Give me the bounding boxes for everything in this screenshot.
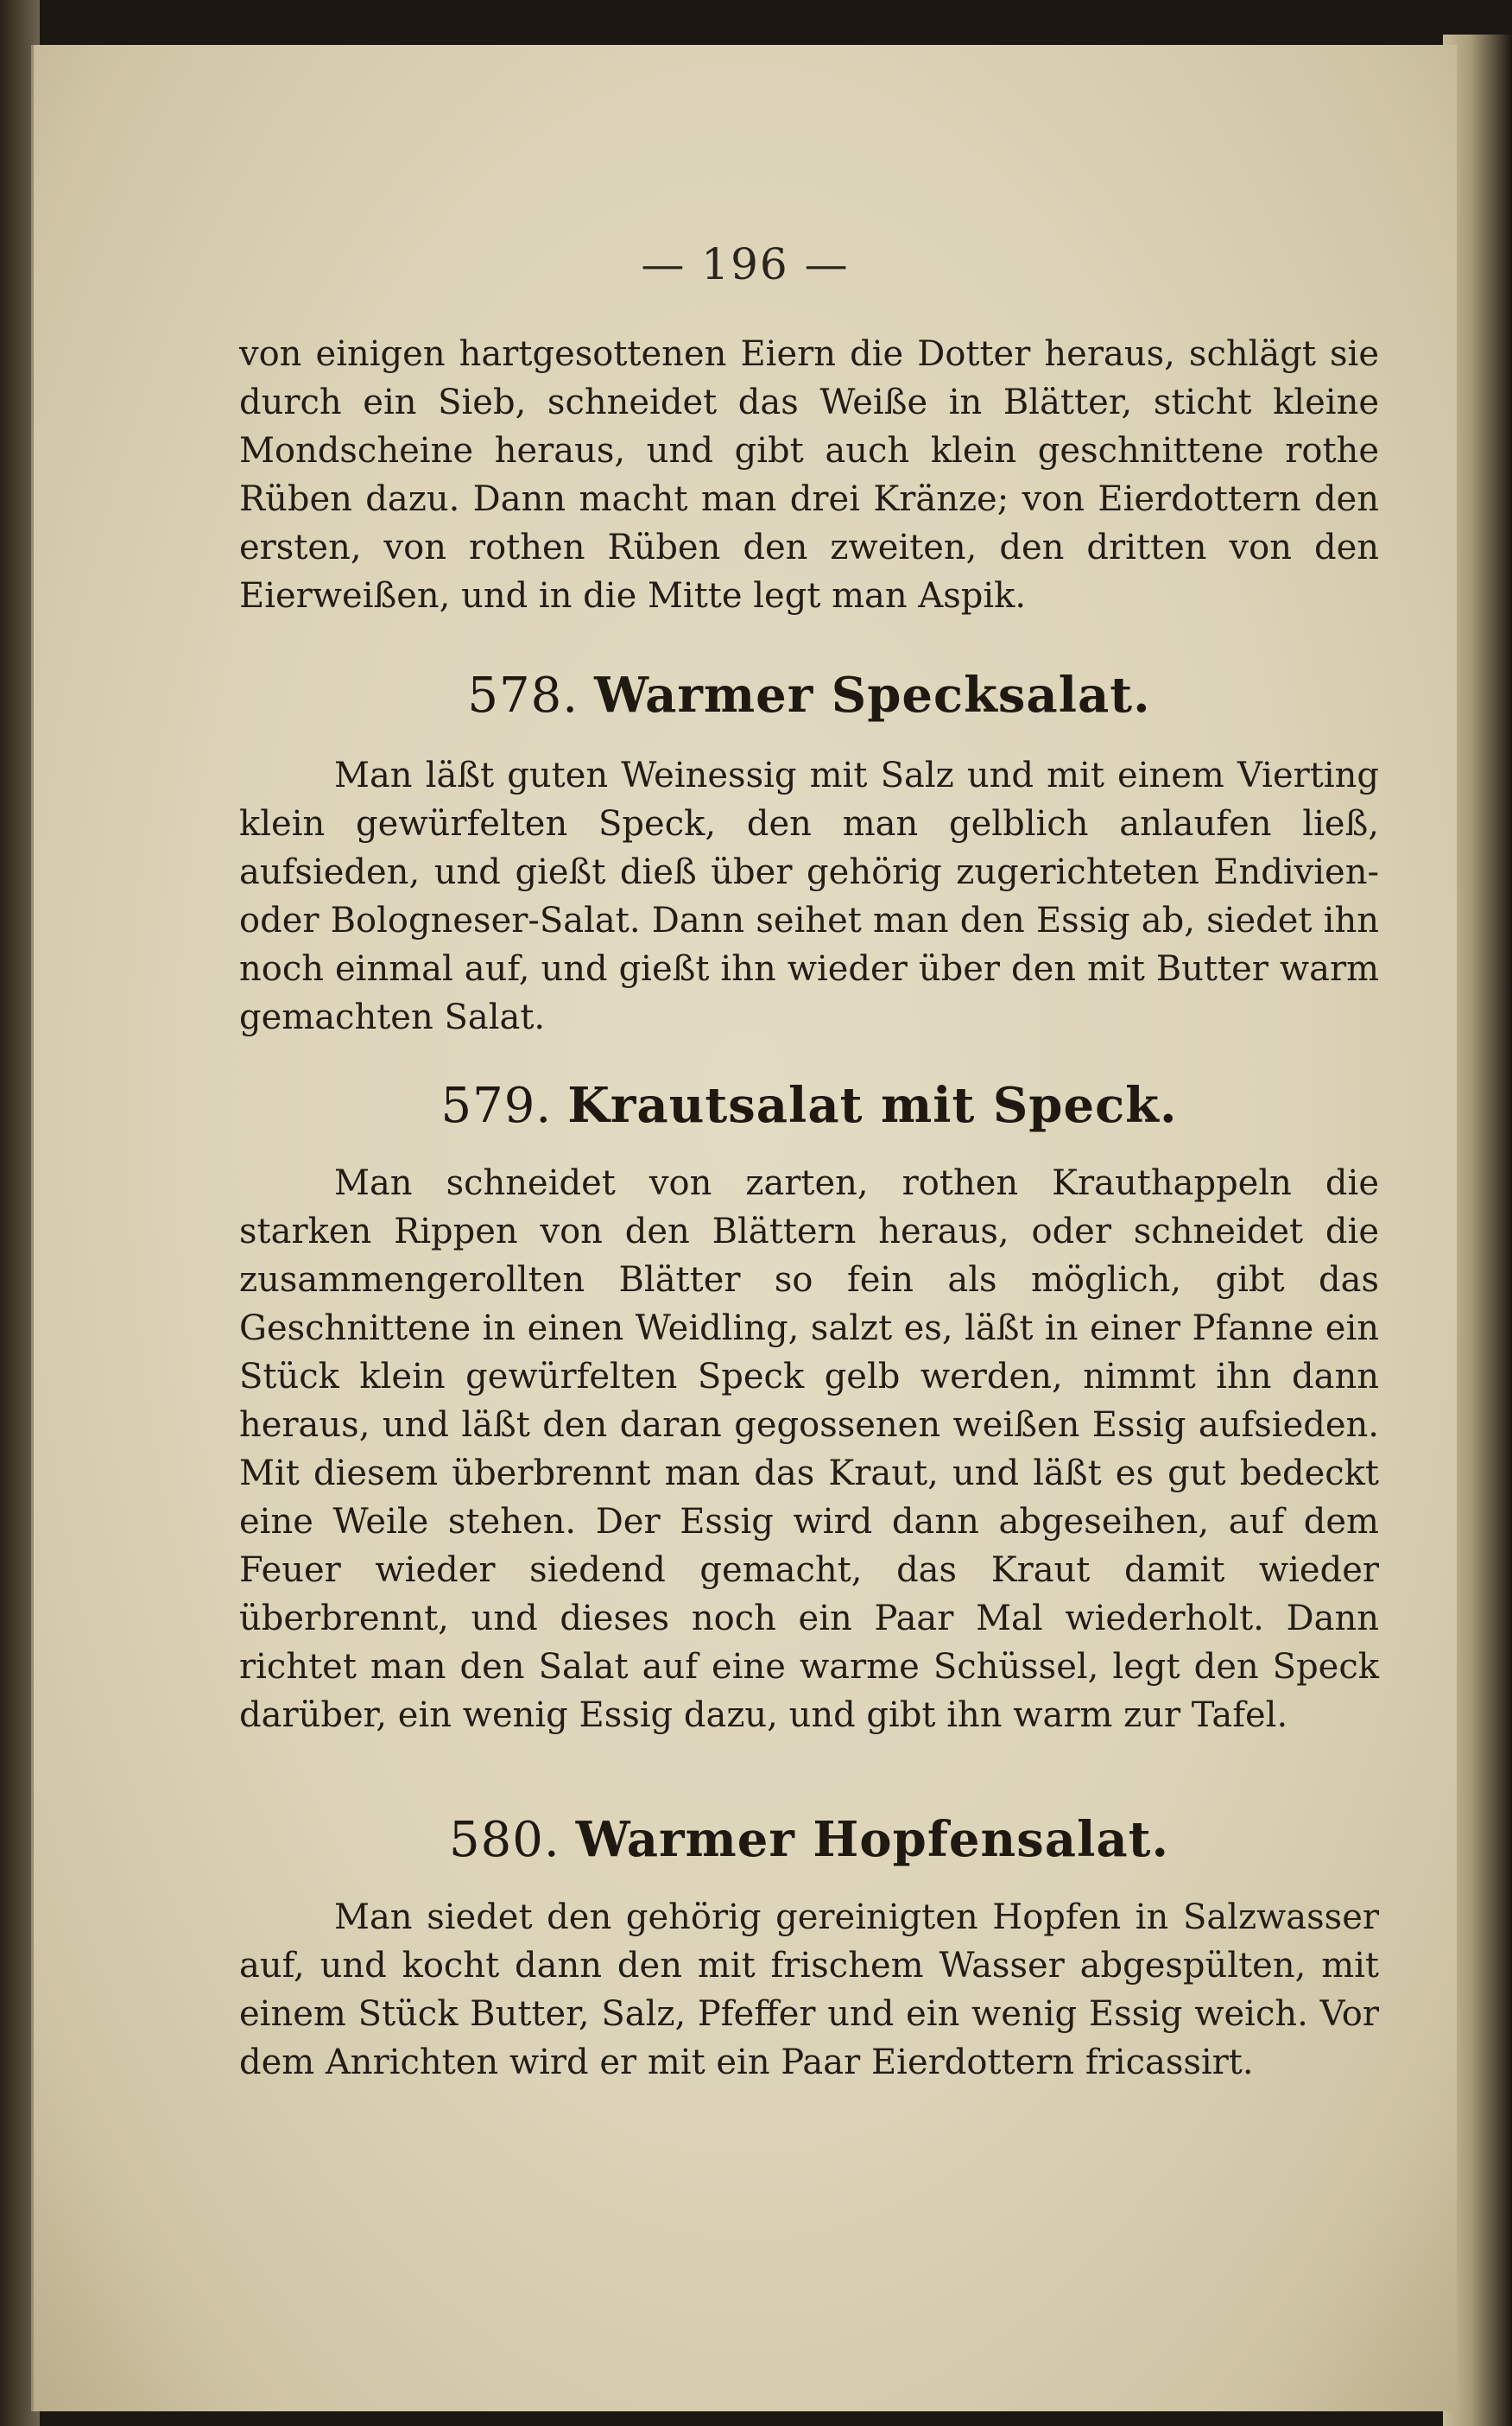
page-number: — 196 — bbox=[641, 239, 850, 289]
recipe-580-number: 580. bbox=[449, 1812, 560, 1868]
recipe-580-heading bbox=[239, 1811, 1379, 1868]
recipe-578-body bbox=[239, 751, 1379, 1042]
recipe-579-number: 579. bbox=[440, 1078, 553, 1134]
recipe-580-text: Man siedet den gehörig gereinigten Hopfen in Salzwasser auf, und kocht dann den mit frischem Wasser abgespülten, mit einem Stück Butter, Salz, Pfeffer und ein wenig Essig weich. Vor dem Anrichten wird er mit ein Paar Eierdottern fricassirt. bbox=[239, 1897, 1379, 2082]
recipe-579-title: Krautsalat mit Speck. bbox=[567, 1077, 1178, 1134]
recipe-580-body bbox=[239, 1893, 1379, 2087]
recipe-579-heading bbox=[239, 1077, 1379, 1134]
intro-text: von einigen hartgesottenen Eiern die Dotter heraus, schlägt sie durch ein Sieb, schneidet das Weiße in Blätter, sticht kleine Mondscheine heraus, und gibt auch klein geschnittene rothe Rüben dazu. Dann macht man drei Kränze; von Eierdottern den ersten, von rothen Rüben den zweiten, den dritten von den Eierweißen, und in die Mitte legt man Aspik. bbox=[239, 334, 1379, 616]
recipe-579-body bbox=[239, 1159, 1379, 1739]
intro-paragraph bbox=[239, 330, 1379, 620]
recipe-579-text: Man schneidet von zarten, rothen Krauthappeln die starken Rippen von den Blättern heraus, oder schneidet die zusammengerollten Blätter so fein als möglich, gibt das Geschnittene in einen Weidling, salzt es, läßt in einer Pfanne ein Stück klein gewürfelten Speck gelb werden, nimmt ihn dann heraus, und läßt den daran gegossenen weißen Essig aufsieden. Mit diesem überbrennt man das Kraut, und läßt es gut bedeckt eine Weile stehen. Der Essig wird dann abgeseihen, auf dem Feuer wieder siedend gemacht, das Kraut damit wieder überbrennt, und dieses noch ein Paar Mal wiederholt. Dann richtet man den Salat auf eine warme Schüssel, legt den Speck darüber, ein wenig Essig dazu, und gibt ihn warm zur Tafel. bbox=[239, 1163, 1379, 1735]
recipe-580-title: Warmer Hopfensalat. bbox=[575, 1811, 1169, 1868]
book-page bbox=[31, 45, 1457, 2411]
recipe-578-number: 578. bbox=[467, 668, 579, 724]
recipe-578-title: Warmer Specksalat. bbox=[594, 667, 1151, 724]
recipe-578-heading bbox=[239, 667, 1379, 724]
recipe-578-text: Man läßt guten Weinessig mit Salz und mit einem Vierting klein gewürfelten Speck, den man gelblich anlaufen ließ, aufsieden, und gießt dieß über gehörig zugerichteten Endivien- oder Bologneser-Salat. Dann seihet man den Essig ab, siedet ihn noch einmal auf, und gießt ihn wieder über den mit Butter warm gemachten Salat. bbox=[239, 756, 1379, 1037]
